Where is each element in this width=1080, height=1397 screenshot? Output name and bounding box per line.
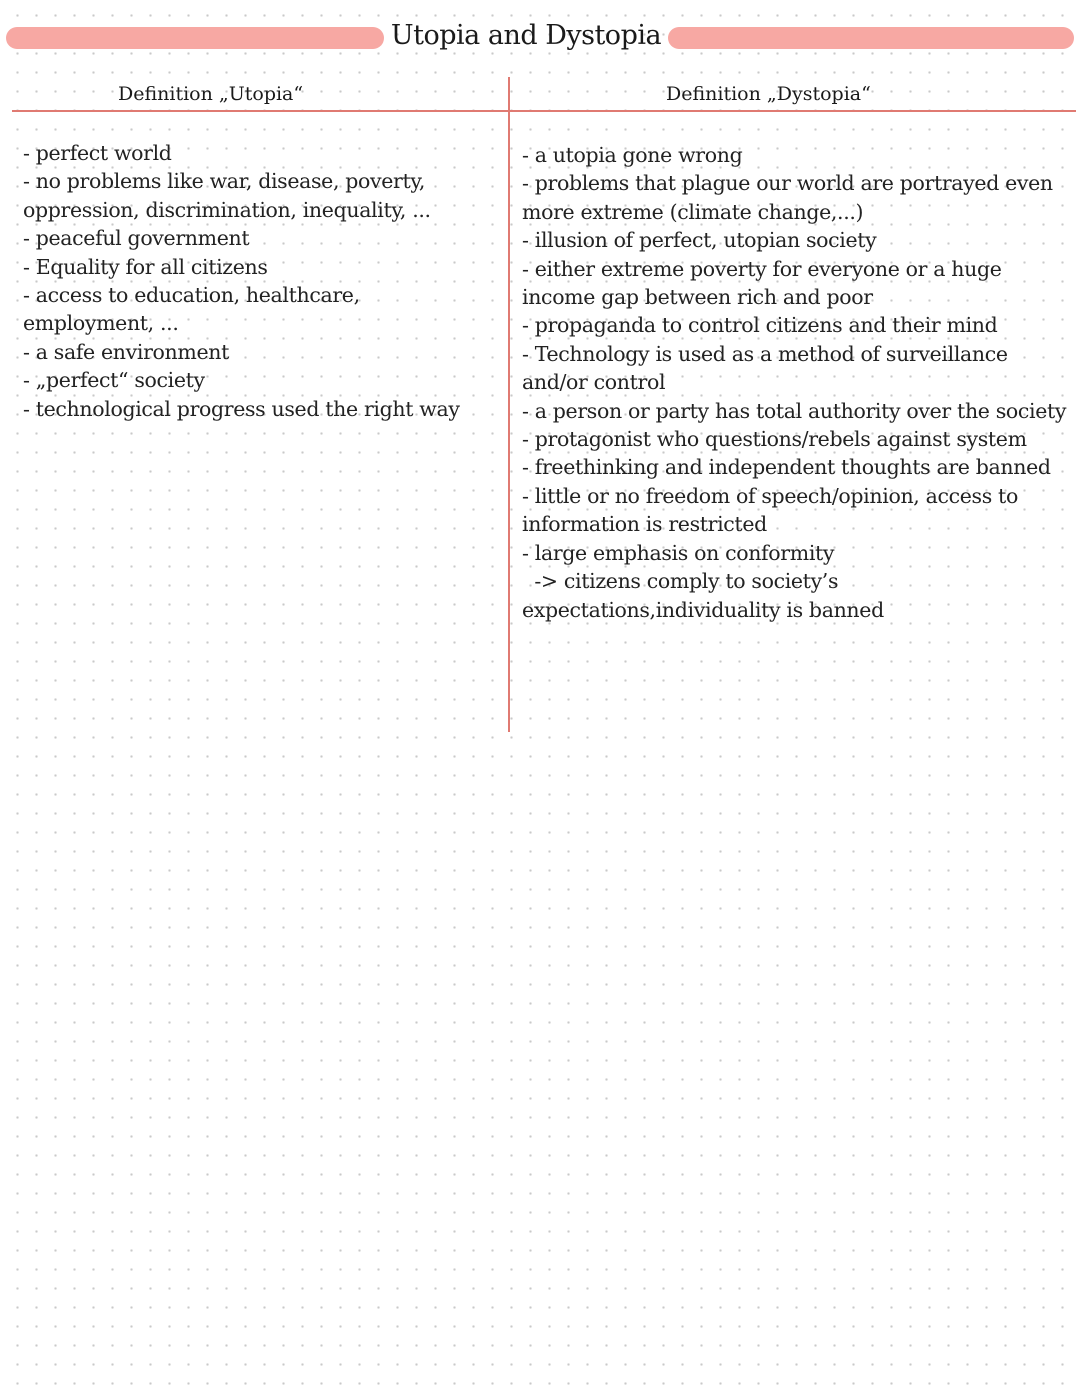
dystopia-item: - a person or party has total authority over the society [522, 398, 1067, 423]
dystopia-item: - a utopia gone wrong [522, 143, 743, 167]
dystopia-item: - protagonist who questions/rebels against system [522, 427, 1027, 452]
dystopia-list [522, 141, 1070, 624]
dystopia-item: - problems that plague our world are portrayed even more extreme (climate change,...) [522, 171, 1059, 224]
header-divider [12, 110, 1076, 112]
dystopia-item: -> citizens comply to society’s expectations,individuality is banned [522, 569, 884, 622]
utopia-item: - access to education, healthcare, employment, ... [23, 283, 366, 336]
dystopia-heading: Definition „Dystopia“ [666, 83, 871, 105]
utopia-item: - peaceful government [23, 226, 250, 251]
title-highlight-left [6, 27, 384, 49]
utopia-item: - technological progress used the right way [23, 396, 460, 421]
utopia-item: - „perfect“ society [23, 368, 205, 393]
utopia-list [23, 139, 493, 423]
dystopia-item: - Technology is used as a method of surveillance and/or control [522, 341, 1014, 395]
utopia-item: - perfect world [23, 141, 172, 165]
dystopia-item: - propaganda to control citizens and their mind [522, 313, 998, 338]
utopia-item: - Equality for all citizens [23, 254, 268, 279]
dystopia-item: - freethinking and independent thoughts are banned [522, 455, 1051, 480]
dystopia-item: - large emphasis on conformity [522, 540, 835, 565]
utopia-heading: Definition „Utopia“ [118, 83, 304, 105]
dystopia-item: - little or no freedom of speech/opinion, access to information is restricted [522, 483, 1025, 537]
column-divider [508, 77, 510, 732]
utopia-item: - no problems like war, disease, poverty, oppression, discrimination, inequality, ... [23, 169, 432, 222]
utopia-item: - a safe environment [23, 339, 229, 364]
dystopia-item: - illusion of perfect, utopian society [522, 228, 877, 253]
page-title: Utopia and Dystopia [390, 20, 662, 51]
dystopia-item: - either extreme poverty for everyone or a huge income gap between rich and poor [522, 256, 1008, 310]
title-highlight-right [668, 27, 1074, 49]
